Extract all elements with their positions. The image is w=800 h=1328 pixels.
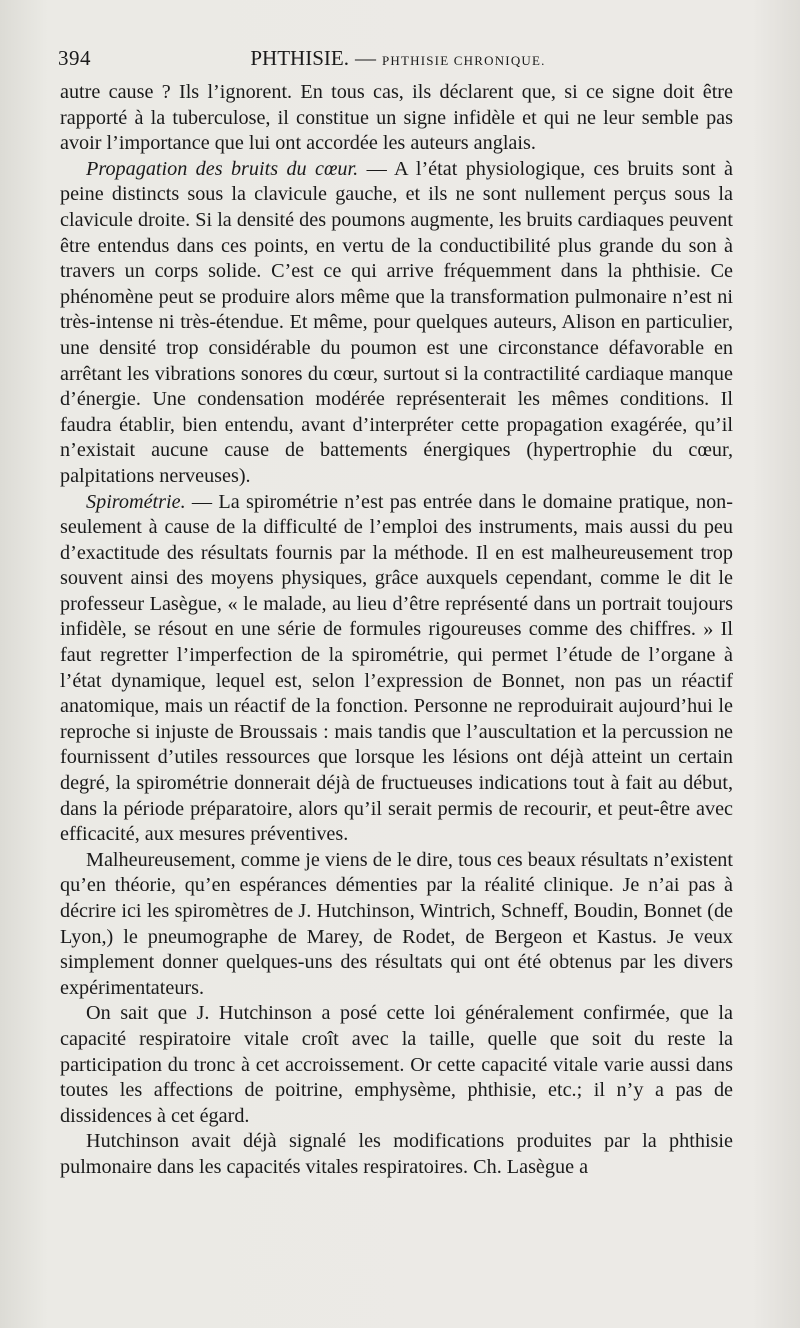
paragraph-text: Hutchinson avait déjà signalé les modifications produites par la phthisie pulmonaire dans les capacités vitales respiratoires. Ch. Lasègue a <box>60 1130 733 1178</box>
paragraph-text: autre cause ? Ils l’ignorent. En tous cas, ils déclarent que, si ce signe doit être rapporté à la tuberculose, il constitue un signe infidèle et qui ne leur semble pas avoir l’importance que lui ont accordée les auteurs anglais. <box>60 81 733 155</box>
section-heading-spirometry: Spirométrie. <box>86 490 186 513</box>
paragraph <box>60 80 733 157</box>
paragraph <box>60 848 733 1002</box>
page-number: 394 <box>58 46 91 70</box>
body-text <box>60 80 733 1181</box>
running-title <box>58 46 738 71</box>
running-title-subtitle: PHTHISIE CHRONIQUE. <box>381 53 546 68</box>
paragraph-text: Malheureusement, comme je viens de le dire, tous ces beaux résultats n’existent qu’en théorie, qu’en espérances démenties par la réalité clinique. Je n’ai pas à décrire ici les spiromètres de J. Hutchinson, Wintrich, Schneff, Boudin, Bonnet (de Lyon,) le pneumographe de Marey, de Rodet, de Bergeon et Kastus. Je veux simplement donner quelques-uns des résultats qui ont été obtenus par les divers expérimentateurs. <box>60 848 733 999</box>
running-title-separator: — <box>354 46 376 70</box>
running-header <box>58 40 738 76</box>
paragraph-text: — A l’état physiologique, ces bruits sont à peine distincts sous la clavicule gauche, et ils ne sont nullement perçus sous la clavicule droite. Si la densité des poumons augmente, les bruits cardiaques peuvent être entendus dans ces points, en vertu de la conductibilité plus grande du son à travers un corps solide. C’est ce qui arrive fréquemment dans la phthisie. Ce phénomène peut se produire alors même que la transformation pulmonaire n’est ni très-intense ni très-étendue. Et même, pour quelques auteurs, Alison en particulier, une densité trop considérable du poumon est une circonstance défavorable en arrêtant les vibrations sonores du cœur, surtout si la contractilité cardiaque manque d’énergie. Une condensation modérée représenterait les mêmes conditions. Il faudra établir, bien entendu, avant d’interpréter cette propagation exagérée, qu’il n’existait aucune cause de battements énergiques (hypertrophie du cœur, palpitations nerveuses). <box>60 157 733 487</box>
paragraph-text: — La spirométrie n’est pas entrée dans le domaine pratique, non-seulement à cause de la difficulté de l’emploi des instruments, mais aussi du peu d’exactitude des résultats fournis par la méthode. Il en est malheureusement trop souvent ainsi des moyens physiques, grâce auxquels cependant, comme le dit le professeur Lasègue, « le malade, au lieu d’être représenté dans un portrait toujours infidèle, se résout en une série de formules rigoureuses comme des chiffres. » Il faut regretter l’imperfection de la spirométrie, qui permet l’étude de l’organe à l’état dynamique, lequel est, selon l’expression de Bonnet, non pas un réactif anatomique, mais un réactif de la fonction. Personne ne reproduirait aujourd’hui le reproche si injuste de Broussais : mais tandis que l’auscultation et la percussion ne fournissent d’utiles ressources que lorsque les lésions ont déjà atteint un certain degré, la spirométrie donnerait déjà de fructueuses indications tout à fait au début, dans la période préparatoire, alors qu’il serait permis de recourir, et peut-être avec efficacité, aux mesures préventives. <box>60 490 733 846</box>
paragraph <box>60 1001 733 1129</box>
paragraph-section-heart-sounds <box>60 157 733 490</box>
paragraph-section-spirometry <box>60 490 733 848</box>
running-title-main: PHTHISIE. <box>250 46 349 70</box>
paragraph-text: On sait que J. Hutchinson a posé cette loi généralement confirmée, que la capacité respiratoire vitale croît avec la taille, quelle que soit du reste la participation du tronc à cet accroissement. Or cette capacité vitale varie aussi dans toutes les affections de poitrine, emphysème, phthisie, etc.; il n’y a pas de dissidences à cet égard. <box>60 1002 733 1127</box>
paragraph <box>60 1129 733 1180</box>
section-heading-heart-sounds: Propagation des bruits du cœur. <box>86 157 359 180</box>
